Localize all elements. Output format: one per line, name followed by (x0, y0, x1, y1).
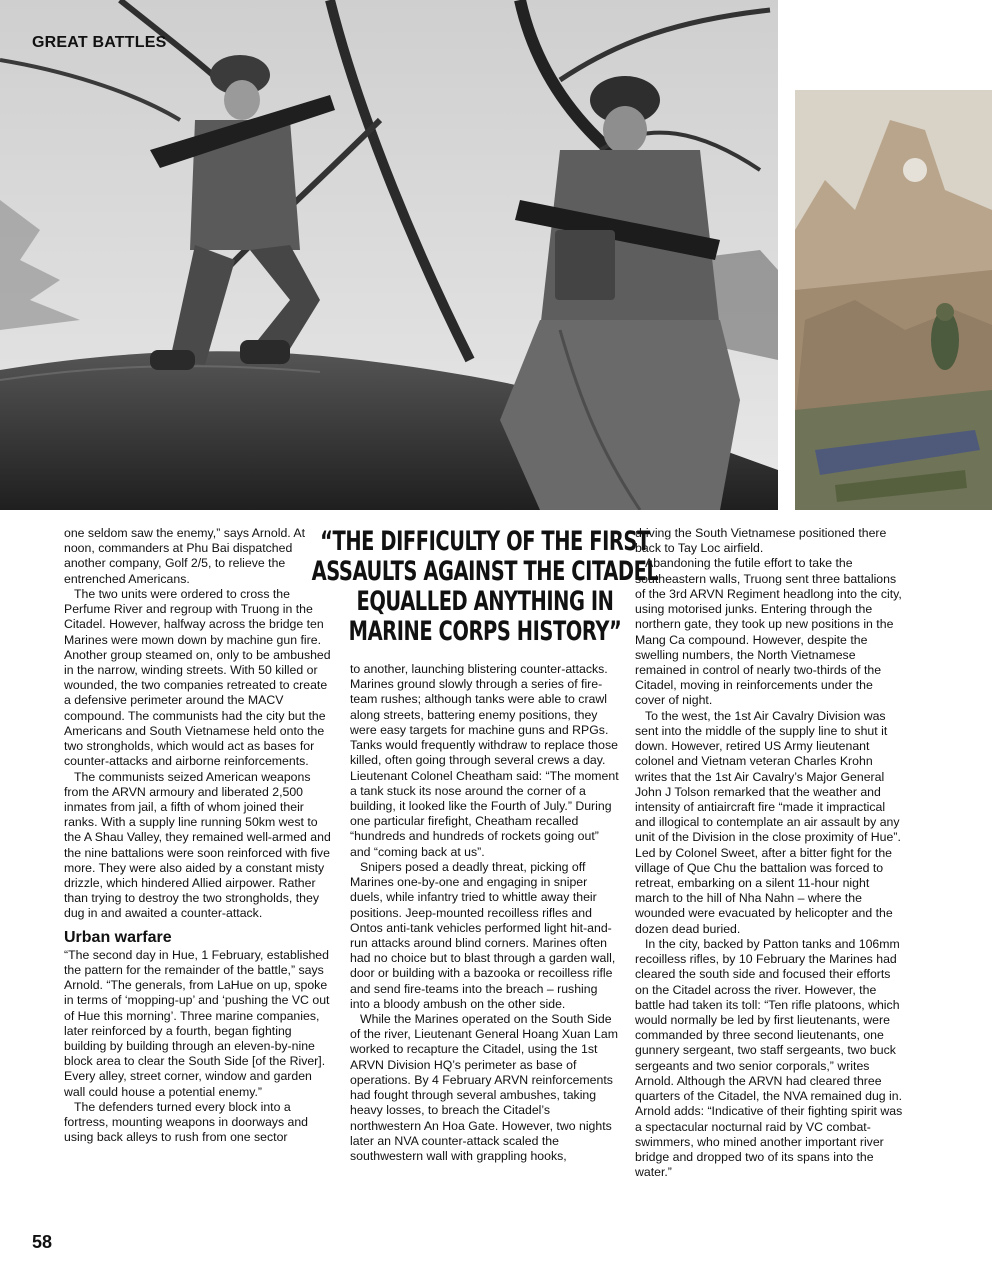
subheading: Urban warfare (64, 928, 172, 946)
main-photo (0, 0, 778, 510)
pull-quote-line: ASSAULTS AGAINST THE CITADEL (311, 556, 659, 587)
paragraph: driving the South Vietnamese positioned there back to Tay Loc airfield. (635, 526, 887, 556)
paragraph: While the Marines operated on the South Side of the river, Lieutenant General Hoang Xuan Lam worked to recapture the Citadel, using the 1st ARVN Division HQ’s perimeter as base of operations. By 4 February ARVN reinforcements had fought through several ambushes, taking heavy losses, to breach the Citadel’s northwestern An Hoa Gate. However, two nights later an NVA counter-attack scaled the southwestern wall with grappling hooks, (350, 1012, 618, 1163)
section-label: GREAT BATTLES (32, 34, 167, 51)
pull-quote-line: “THE DIFFICULTY OF THE FIRST (320, 526, 650, 557)
paragraph: The two units were ordered to cross the Perfume River and regroup with Truong in the Citadel. However, halfway across the bridge ten Marines were mown down by machine gun fire. Another group steamed on, only to be ambushed in the narrow, winding streets. With 50 killed or wounded, the two companies retreated to create a defensive perimeter around the MACV compound. The communists had the city but the Americans and South Vietnamese held onto the two strongholds, which would act as bases for counter-attacks and airborne reinforcements. (64, 586, 331, 769)
pull-quote-line: MARINE CORPS HISTORY” (348, 616, 622, 647)
paragraph: To the west, the 1st Air Cavalry Division was sent into the middle of the supply line to shut it down. However, retired US Army lieutenant colonel and Vietnam veteran Charles Krohn writes that the 1st Air Cavalry’s Major General John J Tolson remarked that the weather and intensity of antiaircraft fire “made it impractical and illogical to contemplate an air assault by any unit of the Division in the close proximity of Hue”. Led by Colonel Sweet, after a bitter fight for the village of Que Chu the battalion was forced to retreat, embarking on a silent 11-hour night march to the hill of Nha Nahn – where the wounded were evacuated by helicopter and the dozen dead buried. (635, 708, 901, 936)
pull-quote-line: EQUALLED ANYTHING IN (356, 586, 614, 617)
paragraph: “The second day in Hue, 1 February, established the pattern for the remainder of the battle,” says Arnold. “The generals, from LaHue on up, spoke in terms of ‘mopping-up’ and ‘pushing the VC out of Hue this morning’. Three marine companies, later reinforced by a fourth, began fighting building by building through an eleven-by-nine block area to clear the South Side [of the River]. Every alley, street corner, window and garden wall could house a potential enemy.” (64, 947, 330, 1099)
page-number: 58 (32, 1232, 53, 1252)
paragraph: one seldom saw the enemy,” says Arnold. At noon, commanders at Phu Bai dispatched another company, Golf 2/5, to relieve the entrenched Americans. (64, 526, 306, 586)
paragraph: The communists seized American weapons from the ARVN armoury and liberated 2,500 inmates from jail, a fifth of whom joined their ranks. With a supply line running 50km west to the A Shau Valley, they remained well-armed and the nine battalions were soon reinforced with five more. They were also aided by a constant misty drizzle, which hindered Allied airpower. Rather than trying to destroy the two strongholds, they dug in and awaited a counter-attack. (64, 769, 331, 921)
column-3 (635, 526, 905, 1180)
pull-quote (311, 526, 659, 647)
side-photo (795, 90, 992, 510)
column-1 (64, 526, 334, 1146)
paragraph: The defenders turned every block into a fortress, mounting weapons in doorways and using back alleys to rush from one sector (64, 1099, 309, 1145)
ruins-photo-icon (795, 90, 992, 510)
paragraph: Snipers posed a deadly threat, picking off Marines one-by-one and engaging in sniper duels, while infantry tried to whittle away their positions. Jeep-mounted recoilless rifles and Ontos anti-tank vehicles performed light hit-and-run attacks around blind corners. Marines often had no choice but to blast through a garden wall, door or building with a bazooka or recoilless rifle and send fire-teams into the breach – rushing into a bloody ambush on the other side. (350, 859, 616, 1011)
soldiers-photo-icon (0, 0, 778, 510)
paragraph: Abandoning the futile effort to take the southeastern walls, Truong sent three battalions of the 3rd ARVN Regiment headlong into the city, using motorised junks. Entering through the northern gate, they took up new positions in the Mang Ca compound. However, despite the swelling numbers, the North Vietnamese remained in control of nearly two-thirds of the Citadel, moving in reinforcements under the cover of night. (635, 556, 902, 708)
paragraph: In the city, backed by Patton tanks and 106mm recoilless rifles, by 10 February the Marines had cleared the south side and focused their efforts on the Citadel across the river. However, the battle had taken its toll: “Ten rifle platoons, which would normally be led by first lieutenants, were commanded by three second lieutenants, one gunnery sergeant, two staff sergeants, two buck sergeants and two senior corporals,” writes Arnold. Although the ARVN had cleared three quarters of the Citadel, the NVA remained dug in. Arnold adds: “Indicative of their fighting spirit was a spectacular nocturnal raid by VC combat-swimmers, who mined another important river bridge and dropped two of its spans into the water.” (635, 936, 903, 1180)
column-2 (350, 662, 620, 1164)
paragraph: to another, launching blistering counter-attacks. Marines ground slowly through a series of fire-team rushes; although tanks were able to crawl along streets, battering enemy positions, they were easy targets for machine guns and RPGs. Tanks would frequently withdraw to replace those killed, often going through several crews a day. Lieutenant Colonel Cheatham said: “The moment a tank stuck its nose around the corner of a building, it looked like the Fourth of July.” During one particular firefight, Cheatham recalled “hundreds and hundreds of rockets going out” and “coming back at us”. (350, 662, 619, 859)
